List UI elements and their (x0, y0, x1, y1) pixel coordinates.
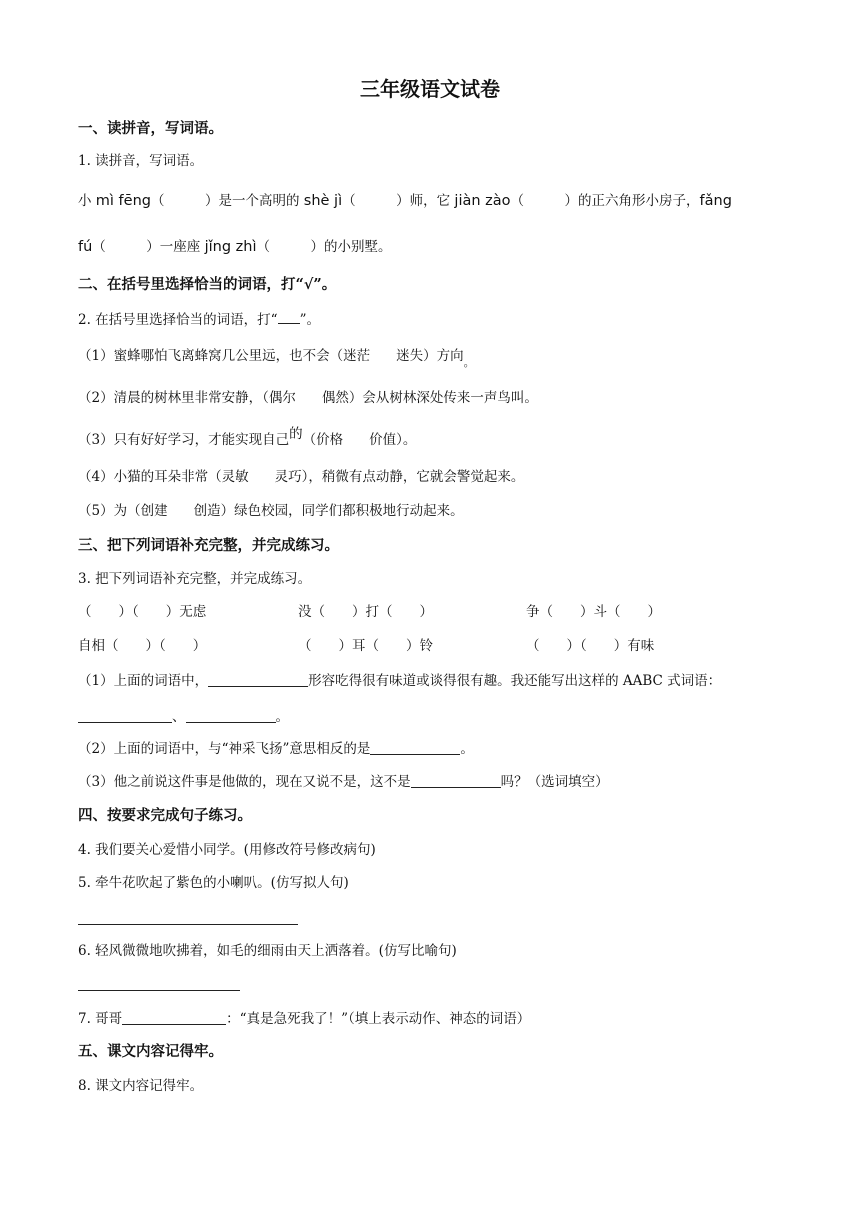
raised-char: 的 (289, 426, 303, 442)
question-4: 4. 我们要关心爱惜小同学。(用修改符号修改病句) (78, 842, 376, 858)
choice-item (78, 426, 417, 449)
sub-question-3 (78, 773, 609, 791)
sub-question-text: 形容吃得很有味道或谈得很有趣。我还能写出这样的 AABC 式词语： (308, 673, 722, 689)
choice-text: （3）只有好好学习，才能实现自己 (78, 432, 290, 448)
answer-blank[interactable]: （ ） (150, 193, 219, 209)
pinyin: shè jì (303, 193, 343, 209)
question-7-text: 7. 哥哥 (78, 1011, 123, 1027)
choice-item (78, 389, 538, 407)
pinyin-line-1 (78, 192, 732, 210)
choice-text: （5）为（创建 (78, 503, 168, 519)
sub-question-1 (78, 672, 721, 690)
idiom-blank[interactable]: （ ）（ ）有味 (526, 638, 655, 654)
sub-question-1-answers (78, 708, 289, 726)
answer-line[interactable] (370, 740, 460, 755)
section-2-heading: 二、在括号里选择恰当的词语，打“√”。 (78, 276, 337, 293)
period: 。 (275, 709, 289, 725)
pinyin: fǎng (699, 193, 732, 209)
answer-line[interactable] (186, 708, 276, 723)
choice-text: （2）清晨的树林里非常安静，（偶尔 (78, 390, 296, 406)
answer-blank[interactable]: （ ） (256, 239, 324, 255)
sub-question-text: （1）上面的词语中， (78, 673, 209, 689)
choice-item (78, 502, 464, 520)
question-8: 8. 课文内容记得牢。 (78, 1078, 204, 1094)
question-3: 3. 把下列词语补充完整，并完成练习。 (78, 571, 312, 587)
answer-line[interactable] (122, 1010, 226, 1025)
question-2-text: 2. 在括号里选择恰当的词语，打“ (78, 312, 278, 328)
choice-option[interactable]: 灵巧），稍微有点动静，它就会警觉起来。 (274, 469, 525, 485)
answer-line[interactable] (411, 773, 501, 788)
question-7-text: ：“真是急死我了！”（填上表示动作、神态的词语） (226, 1011, 531, 1027)
pinyin: mì fēng (95, 193, 151, 209)
pinyin: fú (78, 239, 93, 255)
period: 。 (460, 741, 474, 757)
choice-text: （1）蜜蜂哪怕飞离蜂窝几公里远，也不会（迷茫 (78, 348, 371, 364)
text: 的小别墅。 (323, 239, 392, 255)
sub-question-text: 吗？（选词填空） (500, 774, 609, 790)
idiom-blank[interactable]: （ ）耳（ ）铃 (298, 638, 433, 654)
text: 师，它 (409, 193, 455, 209)
question-2-end: ”。 (299, 312, 320, 328)
idiom-blank[interactable]: 争（ ）斗（ ） (526, 604, 661, 620)
section-4-heading: 四、按要求完成句子练习。 (78, 807, 252, 824)
section-3-heading: 三、把下列词语补充完整，并完成练习。 (78, 537, 339, 554)
question-1: 1. 读拼音，写词语。 (78, 153, 204, 169)
choice-option[interactable]: （价格 (302, 432, 344, 448)
choice-option[interactable]: 价值）。 (369, 432, 417, 448)
answer-blank[interactable]: （ ） (342, 193, 410, 209)
choice-text: （4）小猫的耳朵非常（灵敏 (78, 469, 249, 485)
idiom-blank[interactable]: 没（ ）打（ ） (298, 604, 433, 620)
choice-option[interactable]: 迷失）方向 (396, 348, 464, 364)
answer-line[interactable] (208, 672, 308, 687)
pinyin: jǐng zhì (204, 239, 257, 255)
section-5-heading: 五、课文内容记得牢。 (78, 1043, 223, 1060)
pinyin: jiàn zào (454, 193, 511, 209)
question-6: 6. 轻风微微地吹拂着，如毛的细雨由天上洒落着。(仿写比喻句) (78, 943, 457, 959)
idiom-blank[interactable]: （ ）（ ）无虑 (78, 604, 207, 620)
text: 的正六角形小房子， (578, 193, 700, 209)
idiom-blank[interactable]: 自相（ ）（ ） (78, 638, 207, 654)
sub-question-2 (78, 740, 474, 758)
text: 是一个高明的 (218, 193, 304, 209)
sub-question-text: （2）上面的词语中，与“神采飞扬”意思相反的是 (78, 741, 371, 757)
text: 小 (78, 193, 96, 209)
question-7 (78, 1010, 530, 1028)
separator: 、 (172, 709, 186, 725)
question-5: 5. 牵牛花吹起了紫色的小喇叭。(仿写拟人句) (78, 875, 349, 891)
period: 。 (463, 356, 475, 369)
answer-blank[interactable]: （ ） (92, 239, 160, 255)
choice-option[interactable]: 创造）绿色校园，同学们都积极地行动起来。 (193, 503, 464, 519)
choice-option[interactable]: 偶然）会从树林深处传来一声鸟叫。 (321, 390, 538, 406)
answer-line[interactable] (78, 990, 240, 991)
choice-item (78, 468, 524, 486)
pinyin-line-2 (78, 238, 391, 256)
sub-question-text: （3）他之前说这件事是他做的，现在又说不是，这不是 (78, 774, 411, 790)
answer-line[interactable] (78, 924, 298, 925)
answer-blank[interactable]: （ ） (510, 193, 579, 209)
answer-line[interactable] (78, 708, 172, 723)
text: 一座座 (159, 239, 205, 255)
question-2 (78, 311, 320, 329)
choice-item (78, 347, 475, 369)
mark-blank[interactable] (278, 311, 300, 324)
page-title: 三年级语文试卷 (360, 77, 500, 101)
section-1-heading: 一、读拼音，写词语。 (78, 120, 223, 137)
